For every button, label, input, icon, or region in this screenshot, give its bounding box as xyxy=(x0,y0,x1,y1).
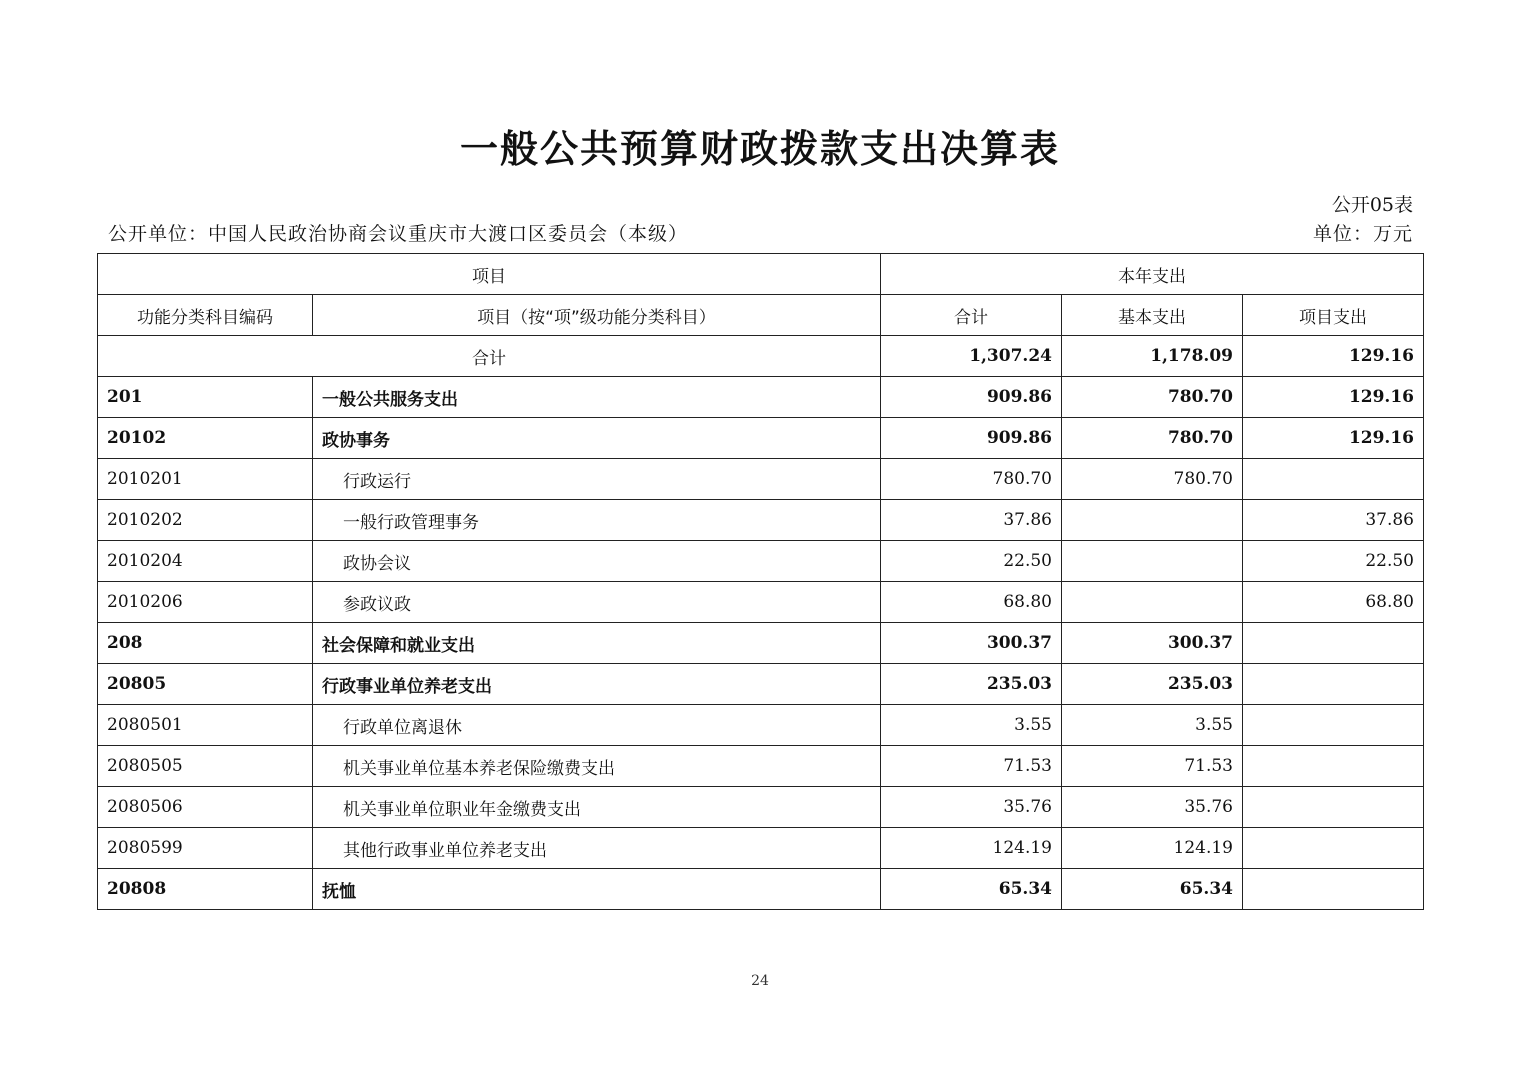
row-code: 20102 xyxy=(98,418,313,459)
budget-table xyxy=(97,253,1424,910)
row-project xyxy=(1243,828,1424,869)
row-code: 20808 xyxy=(98,869,313,910)
row-total: 71.53 xyxy=(881,746,1062,787)
row-name: 行政运行 xyxy=(313,459,881,500)
row-code: 2010206 xyxy=(98,582,313,623)
table-row xyxy=(98,664,1424,705)
row-total: 65.34 xyxy=(881,869,1062,910)
row-name: 参政议政 xyxy=(313,582,881,623)
row-project: 68.80 xyxy=(1243,582,1424,623)
table-row xyxy=(98,746,1424,787)
total-basic: 1,178.09 xyxy=(1062,336,1243,377)
group-header-current-year: 本年支出 xyxy=(881,254,1424,295)
row-name: 一般公共服务支出 xyxy=(313,377,881,418)
row-total: 68.80 xyxy=(881,582,1062,623)
row-name: 行政单位离退休 xyxy=(313,705,881,746)
row-project: 129.16 xyxy=(1243,418,1424,459)
row-project: 37.86 xyxy=(1243,500,1424,541)
row-total: 3.55 xyxy=(881,705,1062,746)
column-header-row xyxy=(98,295,1424,336)
row-project xyxy=(1243,705,1424,746)
row-basic: 235.03 xyxy=(1062,664,1243,705)
table-row xyxy=(98,459,1424,500)
row-code: 2010202 xyxy=(98,500,313,541)
row-project xyxy=(1243,623,1424,664)
col-header-code: 功能分类科目编码 xyxy=(98,295,313,336)
row-project xyxy=(1243,746,1424,787)
row-basic xyxy=(1062,500,1243,541)
row-project xyxy=(1243,459,1424,500)
row-total: 300.37 xyxy=(881,623,1062,664)
row-code: 2010204 xyxy=(98,541,313,582)
col-header-name: 项目（按“项”级功能分类科目） xyxy=(313,295,881,336)
row-project xyxy=(1243,787,1424,828)
table-row xyxy=(98,582,1424,623)
row-total: 35.76 xyxy=(881,787,1062,828)
row-basic: 780.70 xyxy=(1062,459,1243,500)
table-row xyxy=(98,828,1424,869)
table-row xyxy=(98,869,1424,910)
row-project: 22.50 xyxy=(1243,541,1424,582)
row-name: 机关事业单位职业年金缴费支出 xyxy=(313,787,881,828)
group-header-row xyxy=(98,254,1424,295)
col-header-project: 项目支出 xyxy=(1243,295,1424,336)
currency-unit: 单位：万元 xyxy=(1312,223,1413,245)
total-total: 1,307.24 xyxy=(881,336,1062,377)
row-name: 机关事业单位基本养老保险缴费支出 xyxy=(313,746,881,787)
row-code: 2080599 xyxy=(98,828,313,869)
row-basic xyxy=(1062,582,1243,623)
row-total: 124.19 xyxy=(881,828,1062,869)
row-code: 2080506 xyxy=(98,787,313,828)
row-name: 一般行政管理事务 xyxy=(313,500,881,541)
page-number: 24 xyxy=(751,973,769,989)
row-total: 909.86 xyxy=(881,377,1062,418)
table-row xyxy=(98,377,1424,418)
row-basic: 65.34 xyxy=(1062,869,1243,910)
reporting-unit: 公开单位：中国人民政治协商会议重庆市大渡口区委员会（本级） xyxy=(108,223,689,245)
row-project xyxy=(1243,664,1424,705)
page-title: 一般公共预算财政拨款支出决算表 xyxy=(459,127,1060,171)
row-name: 行政事业单位养老支出 xyxy=(313,664,881,705)
table-row xyxy=(98,787,1424,828)
row-code: 20805 xyxy=(98,664,313,705)
row-name: 社会保障和就业支出 xyxy=(313,623,881,664)
row-basic: 780.70 xyxy=(1062,377,1243,418)
row-total: 235.03 xyxy=(881,664,1062,705)
row-basic: 71.53 xyxy=(1062,746,1243,787)
row-basic: 124.19 xyxy=(1062,828,1243,869)
table-row xyxy=(98,500,1424,541)
total-row xyxy=(98,336,1424,377)
row-code: 2080505 xyxy=(98,746,313,787)
row-name: 政协事务 xyxy=(313,418,881,459)
col-header-total: 合计 xyxy=(881,295,1062,336)
total-project: 129.16 xyxy=(1243,336,1424,377)
row-name: 政协会议 xyxy=(313,541,881,582)
row-name: 其他行政事业单位养老支出 xyxy=(313,828,881,869)
row-basic xyxy=(1062,541,1243,582)
row-basic: 300.37 xyxy=(1062,623,1243,664)
row-project: 129.16 xyxy=(1243,377,1424,418)
row-total: 37.86 xyxy=(881,500,1062,541)
row-total: 22.50 xyxy=(881,541,1062,582)
row-total: 909.86 xyxy=(881,418,1062,459)
row-basic: 780.70 xyxy=(1062,418,1243,459)
group-header-item: 项目 xyxy=(98,254,881,295)
row-code: 201 xyxy=(98,377,313,418)
table-row xyxy=(98,623,1424,664)
row-project xyxy=(1243,869,1424,910)
row-code: 2010201 xyxy=(98,459,313,500)
table-row xyxy=(98,705,1424,746)
table-row xyxy=(98,418,1424,459)
row-total: 780.70 xyxy=(881,459,1062,500)
total-label: 合计 xyxy=(98,336,881,377)
row-basic: 3.55 xyxy=(1062,705,1243,746)
row-name: 抚恤 xyxy=(313,869,881,910)
row-basic: 35.76 xyxy=(1062,787,1243,828)
row-code: 208 xyxy=(98,623,313,664)
row-code: 2080501 xyxy=(98,705,313,746)
col-header-basic: 基本支出 xyxy=(1062,295,1243,336)
table-row xyxy=(98,541,1424,582)
form-number: 公开05表 xyxy=(1331,194,1413,216)
